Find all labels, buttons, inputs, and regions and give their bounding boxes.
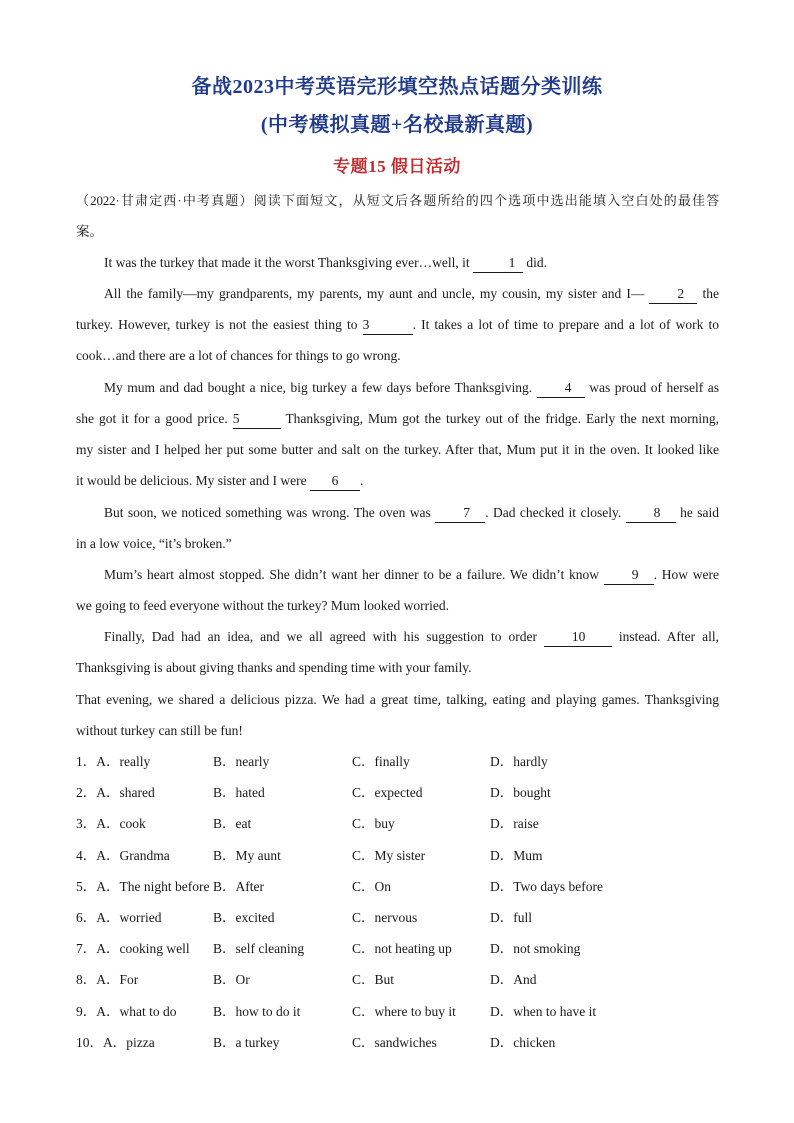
option-c: C．But: [352, 972, 395, 987]
instruction-line-2: 案。: [76, 224, 103, 239]
page-subtitle: (中考模拟真题+名校最新真题): [260, 114, 534, 136]
passage-text: Mum’s heart almost stopped. She didn’t want her dinner to be a failure. We didn’t know: [104, 567, 604, 582]
question-row: [76, 746, 719, 777]
passage-line: my sister and I helped her put some butter and salt on the turkey. After that, Mum put it in the oven. It looked like: [76, 442, 719, 457]
passage-paragraph-5: [76, 559, 719, 621]
blank-6: 6: [310, 472, 360, 491]
passage-line: we going to feed everyone without the turkey? Mum looked worried.: [76, 598, 450, 613]
passage-text: Finally, Dad had an idea, and we all agreed with his suggestion to order: [104, 629, 544, 644]
instruction-line-1: （2022·甘肃定西·中考真题）阅读下面短文，从短文后各题所给的四个选项中选出能填入空白处的最佳答: [76, 193, 719, 208]
option-d: D．Two days before: [490, 879, 604, 894]
option-b: B．excited: [213, 910, 275, 925]
question-row: [76, 840, 719, 871]
question-row: [76, 871, 719, 902]
passage-text: it would be delicious. My sister and I were: [76, 473, 310, 488]
passage-text: . How were: [653, 567, 720, 582]
question-row: [76, 996, 719, 1027]
passage-text: . It takes a lot of time to prepare and a lot of work to: [412, 317, 719, 332]
option-a: 4．A．Grandma: [76, 848, 170, 863]
option-c: C．On: [352, 879, 392, 894]
passage-line: in a low voice, “it’s broken.”: [76, 536, 232, 551]
question-row: [76, 902, 719, 933]
option-a: 7．A．cooking well: [76, 941, 190, 956]
passage-text: the: [702, 286, 720, 301]
passage-line: That evening, we shared a delicious pizza. We had a great time, talking, eating and playing games. Thanksgiving: [76, 692, 719, 707]
passage-line: [76, 465, 719, 496]
option-d: D．hardly: [490, 754, 548, 769]
passage-line: [76, 497, 719, 528]
passage-text: It was the turkey that made it the worst Thanksgiving ever…well, it: [104, 255, 474, 270]
passage-text: did.: [523, 255, 548, 270]
passage-line: without turkey can still be fun!: [76, 723, 243, 738]
blank-8: 8: [626, 504, 676, 523]
passage-paragraph-4: [76, 497, 719, 559]
option-d: D．full: [490, 910, 532, 925]
option-c: C．where to buy it: [352, 1004, 456, 1019]
option-b: B．After: [213, 879, 264, 894]
passage-paragraph-1: [76, 247, 719, 278]
passage-text: All the family—my grandparents, my parents, my aunt and uncle, my cousin, my sister and I—: [104, 286, 645, 301]
option-c: C．nervous: [352, 910, 418, 925]
passage-text: But soon, we noticed something was wrong. The oven was: [104, 505, 436, 520]
passage-line: [76, 621, 719, 652]
option-c: C．finally: [352, 754, 410, 769]
question-row: [76, 933, 719, 964]
question-row: [76, 777, 719, 808]
passage-text: Thanksgiving, Mum got the turkey out of the fridge. Early the next morning,: [280, 411, 719, 426]
question-row: [76, 964, 719, 995]
instruction-text: [76, 185, 719, 247]
passage-paragraph-3: [76, 372, 719, 496]
passage-text: . Dad checked it closely.: [485, 505, 626, 520]
option-c: C．expected: [352, 785, 423, 800]
page-title: 备战2023中考英语完形填空热点话题分类训练: [191, 76, 603, 98]
question-row: [76, 808, 719, 839]
passage-text: was proud of herself as: [584, 380, 719, 395]
option-b: B．hated: [213, 785, 265, 800]
passage-line: [76, 309, 719, 340]
passage-paragraph-6: [76, 621, 719, 683]
option-d: D．raise: [490, 816, 539, 831]
blank-7: 7: [435, 504, 485, 523]
option-c: C．buy: [352, 816, 395, 831]
option-a: 5．A．The night before: [76, 879, 210, 894]
option-b: B．eat: [213, 816, 252, 831]
passage-line: cook…and there are a lot of chances for things to go wrong.: [76, 348, 401, 363]
option-d: D．And: [490, 972, 537, 987]
passage-text: she got it for a good price.: [76, 411, 233, 426]
topic-heading: 专题15 假日活动: [333, 157, 461, 176]
option-b: B．Or: [213, 972, 250, 987]
passage-text: instead. After all,: [611, 629, 719, 644]
option-a: 10．A．pizza: [76, 1035, 155, 1050]
option-a: 8．A．For: [76, 972, 139, 987]
passage-line: Thanksgiving is about giving thanks and spending time with your family.: [76, 660, 472, 675]
option-b: B．how to do it: [213, 1004, 301, 1019]
option-a: 3．A．cook: [76, 816, 146, 831]
option-c: C．My sister: [352, 848, 426, 863]
blank-5: 5: [233, 410, 281, 429]
blank-1: 1: [473, 254, 523, 273]
passage-text: turkey. However, turkey is not the easiest thing to: [76, 317, 363, 332]
option-a: 6．A．worried: [76, 910, 162, 925]
option-c: C．sandwiches: [352, 1035, 437, 1050]
blank-4: 4: [537, 379, 585, 398]
option-a: 9．A．what to do: [76, 1004, 177, 1019]
passage-line: [76, 278, 719, 309]
passage-line: [76, 372, 719, 403]
passage-line: [76, 559, 719, 590]
blank-3: 3: [363, 316, 413, 335]
option-b: B．self cleaning: [213, 941, 305, 956]
passage-paragraph-2: [76, 278, 719, 371]
option-d: D．bought: [490, 785, 551, 800]
question-row: [76, 1027, 719, 1058]
passage-text: he said: [675, 505, 719, 520]
option-b: B．nearly: [213, 754, 270, 769]
option-a: 1．A．really: [76, 754, 151, 769]
passage-text: My mum and dad bought a nice, big turkey a few days before Thanksgiving.: [104, 380, 537, 395]
option-b: B．My aunt: [213, 848, 281, 863]
option-b: B．a turkey: [213, 1035, 280, 1050]
option-d: D．Mum: [490, 848, 543, 863]
option-c: C．not heating up: [352, 941, 452, 956]
passage-paragraph-7: [76, 684, 719, 746]
passage-line: [76, 403, 719, 434]
option-d: D．not smoking: [490, 941, 581, 956]
option-d: D．when to have it: [490, 1004, 597, 1019]
passage-text: .: [359, 473, 364, 488]
option-d: D．chicken: [490, 1035, 556, 1050]
option-a: 2．A．shared: [76, 785, 155, 800]
blank-10: 10: [544, 628, 612, 647]
blank-2: 2: [649, 285, 697, 304]
blank-9: 9: [604, 566, 654, 585]
